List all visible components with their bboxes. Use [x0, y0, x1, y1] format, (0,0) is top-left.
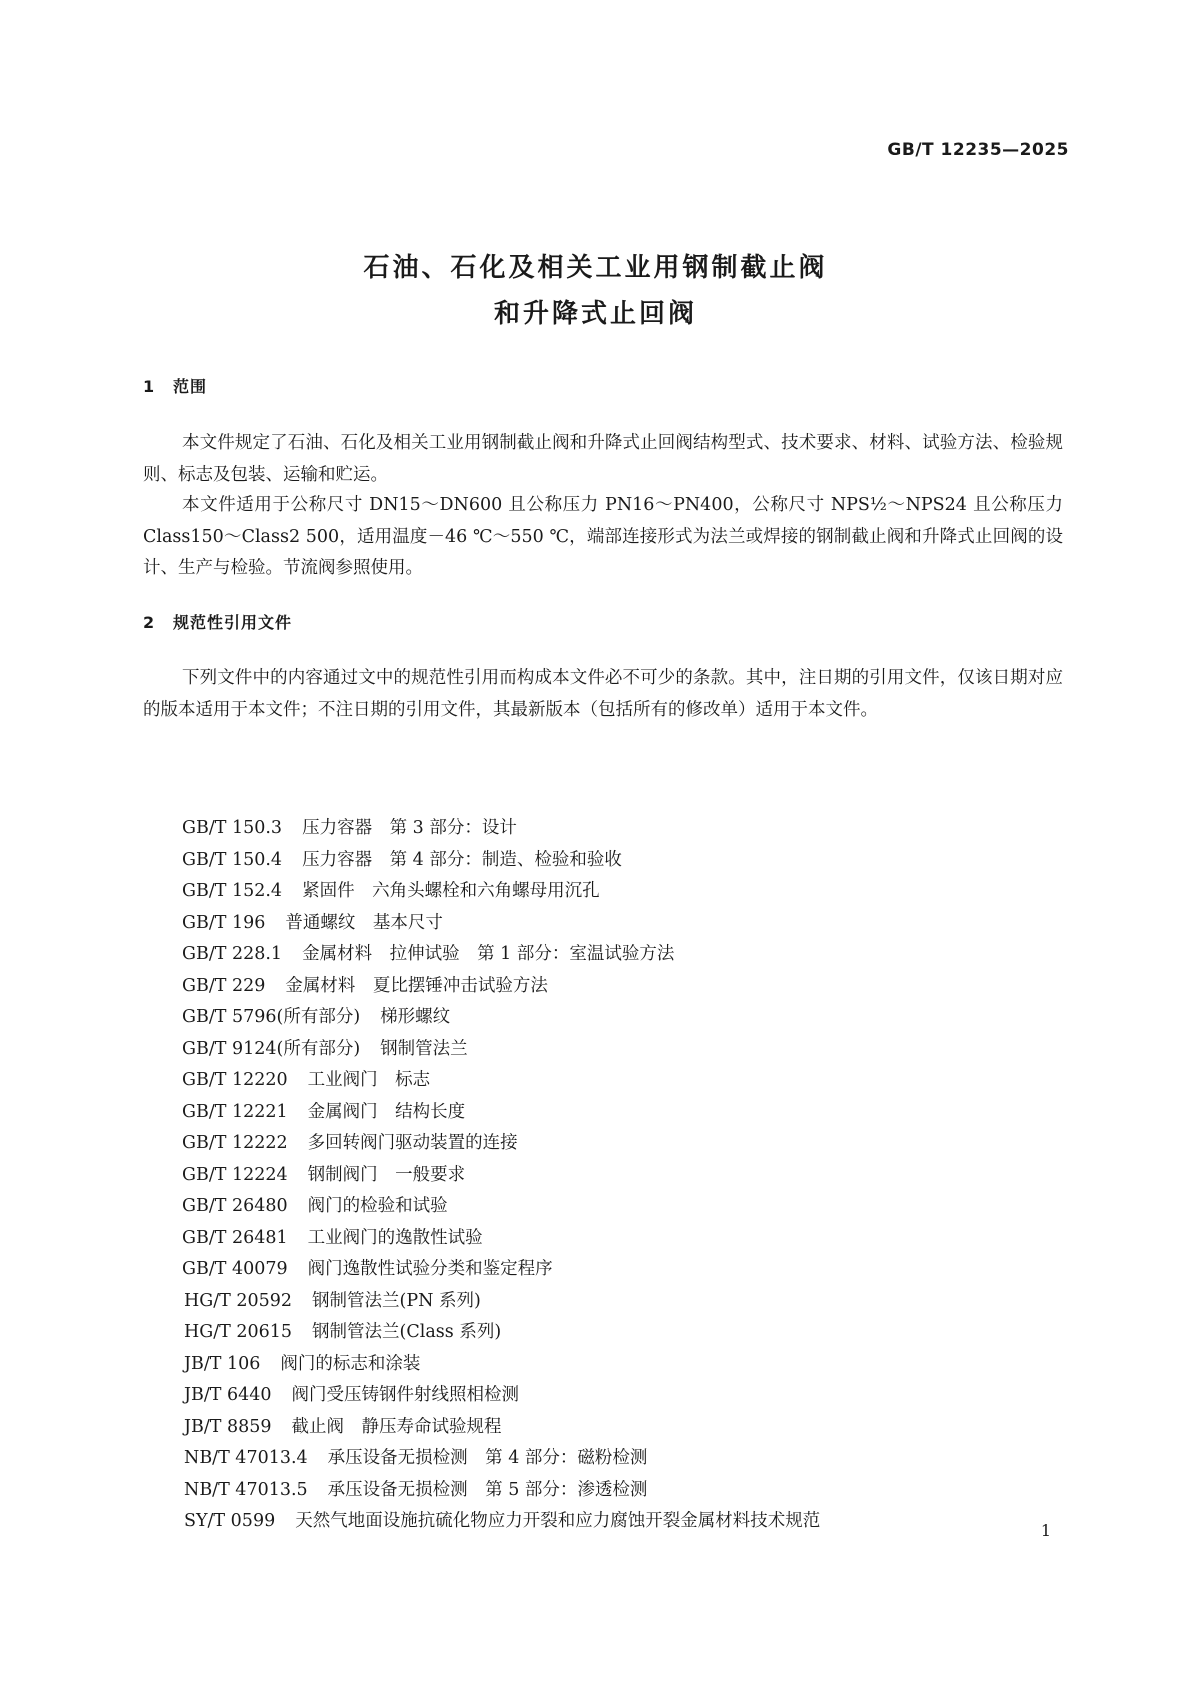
reference-title: 紧固件 六角头螺栓和六角螺母用沉孔: [302, 881, 600, 901]
reference-code: GB/T 12222: [182, 1133, 288, 1153]
normative-references-list: [182, 813, 820, 1538]
reference-item: [182, 1002, 820, 1034]
reference-code: GB/T 12220: [182, 1070, 288, 1090]
section-2-intro: 下列文件中的内容通过文中的规范性引用而构成本文件必不可少的条款。其中，注日期的引用文件，仅该日期对应的版本适用于本文件；不注日期的引用文件，其最新版本（包括所有的修改单）适用于本文件。: [143, 668, 1063, 720]
reference-code: GB/T 152.4: [182, 881, 283, 901]
reference-title: 钢制阀门 一般要求: [307, 1164, 466, 1185]
reference-code: HG/T 20615: [184, 1322, 293, 1342]
reference-item: [182, 1317, 820, 1349]
section-2-heading: [143, 610, 292, 633]
reference-item: [182, 908, 820, 940]
reference-title: 钢制管法兰(Class 系列): [312, 1322, 502, 1342]
reference-code: GB/T 150.3: [182, 818, 283, 838]
reference-item: [182, 1475, 820, 1507]
reference-code: HG/T 20592: [184, 1290, 293, 1311]
reference-item: [182, 1349, 820, 1381]
reference-item: [182, 1506, 820, 1538]
reference-title: 天然气地面设施抗硫化物应力开裂和应力腐蚀开裂金属材料技术规范: [295, 1511, 821, 1531]
reference-code: GB/T 26481: [182, 1227, 288, 1248]
reference-title: 金属材料 夏比摆锤冲击试验方法: [285, 975, 548, 996]
reference-item: [182, 971, 820, 1003]
reference-title: 金属阀门 结构长度: [307, 1101, 466, 1122]
reference-item: [182, 876, 820, 908]
reference-title: 压力容器 第 3 部分：设计: [302, 818, 517, 838]
reference-title: 工业阀门 标志: [307, 1070, 431, 1090]
reference-item: [182, 813, 820, 845]
reference-code: GB/T 5796(所有部分): [182, 1007, 361, 1027]
reference-title: 阀门受压铸钢件射线照相检测: [291, 1385, 520, 1405]
reference-item: [182, 1286, 820, 1318]
standard-id: GB/T 12235—2025: [887, 140, 1069, 160]
section-2-title: 规范性引用文件: [173, 613, 293, 632]
reference-title: 阀门的标志和涂装: [280, 1353, 421, 1374]
reference-code: NB/T 47013.4: [184, 1448, 308, 1468]
reference-title: 工业阀门的逸散性试验: [307, 1227, 483, 1248]
reference-item: [182, 1223, 820, 1255]
page-number: 1: [1040, 1521, 1051, 1540]
reference-item: [182, 1097, 820, 1129]
reference-title: 钢制管法兰(PN 系列): [312, 1290, 481, 1311]
reference-item: [182, 1412, 820, 1444]
reference-item: [182, 1191, 820, 1223]
reference-item: [182, 1380, 820, 1412]
section-1-number: 1: [143, 377, 156, 396]
section-1-heading: [143, 374, 207, 397]
reference-code: GB/T 229: [182, 975, 266, 996]
document-title-line-2: 和升降式止回阀: [493, 299, 697, 329]
reference-title: 阀门的检验和试验: [307, 1196, 448, 1216]
reference-title: 普通螺纹 基本尺寸: [285, 912, 443, 933]
reference-code: GB/T 228.1: [182, 944, 283, 964]
reference-code: GB/T 196: [182, 912, 266, 933]
reference-item: [182, 1034, 820, 1066]
reference-item: [182, 1065, 820, 1097]
reference-code: JB/T 6440: [184, 1385, 272, 1405]
reference-item: [182, 845, 820, 877]
reference-code: NB/T 47013.5: [184, 1479, 308, 1500]
reference-item: [182, 1128, 820, 1160]
reference-code: GB/T 9124(所有部分): [182, 1038, 361, 1059]
reference-item: [182, 939, 820, 971]
reference-code: JB/T 106: [184, 1353, 261, 1374]
reference-code: GB/T 12224: [182, 1164, 288, 1185]
reference-code: GB/T 40079: [182, 1259, 288, 1279]
reference-title: 金属材料 拉伸试验 第 1 部分：室温试验方法: [302, 944, 675, 964]
reference-code: GB/T 12221: [182, 1101, 288, 1122]
reference-title: 承压设备无损检测 第 4 部分：磁粉检测: [327, 1448, 648, 1468]
reference-code: JB/T 8859: [184, 1416, 272, 1437]
reference-title: 截止阀 静压寿命试验规程: [291, 1416, 502, 1437]
document-title-line-1: 石油、石化及相关工业用钢制截止阀: [363, 253, 828, 283]
reference-title: 钢制管法兰: [380, 1038, 468, 1059]
reference-code: SY/T 0599: [184, 1511, 276, 1531]
reference-title: 梯形螺纹: [380, 1007, 451, 1027]
reference-title: 压力容器 第 4 部分：制造、检验和验收: [302, 849, 622, 870]
reference-item: [182, 1443, 820, 1475]
reference-title: 多回转阀门驱动装置的连接: [307, 1133, 518, 1153]
reference-title: 阀门逸散性试验分类和鉴定程序: [307, 1259, 553, 1279]
section-1-title: 范围: [173, 377, 208, 396]
reference-code: GB/T 26480: [182, 1196, 288, 1216]
section-1-paragraph-1: 本文件规定了石油、石化及相关工业用钢制截止阀和升降式止回阀结构型式、技术要求、材料、试验方法、检验规则、标志及包装、运输和贮运。: [143, 433, 1063, 485]
reference-item: [182, 1160, 820, 1192]
section-1-paragraph-2: 本文件适用于公称尺寸 DN15～DN600 且公称压力 PN16～PN400，公称尺寸 NPS½～NPS24 且公称压力 Class150～Class2 500，适用温度－46 ℃～550 ℃，端部连接形式为法兰或焊接的钢制截止阀和升降式止回阀的设计、生产与检验。节流阀参照使用。: [143, 495, 1063, 578]
section-2-number: 2: [143, 613, 156, 632]
reference-code: GB/T 150.4: [182, 849, 283, 870]
reference-title: 承压设备无损检测 第 5 部分：渗透检测: [327, 1479, 648, 1500]
reference-item: [182, 1254, 820, 1286]
